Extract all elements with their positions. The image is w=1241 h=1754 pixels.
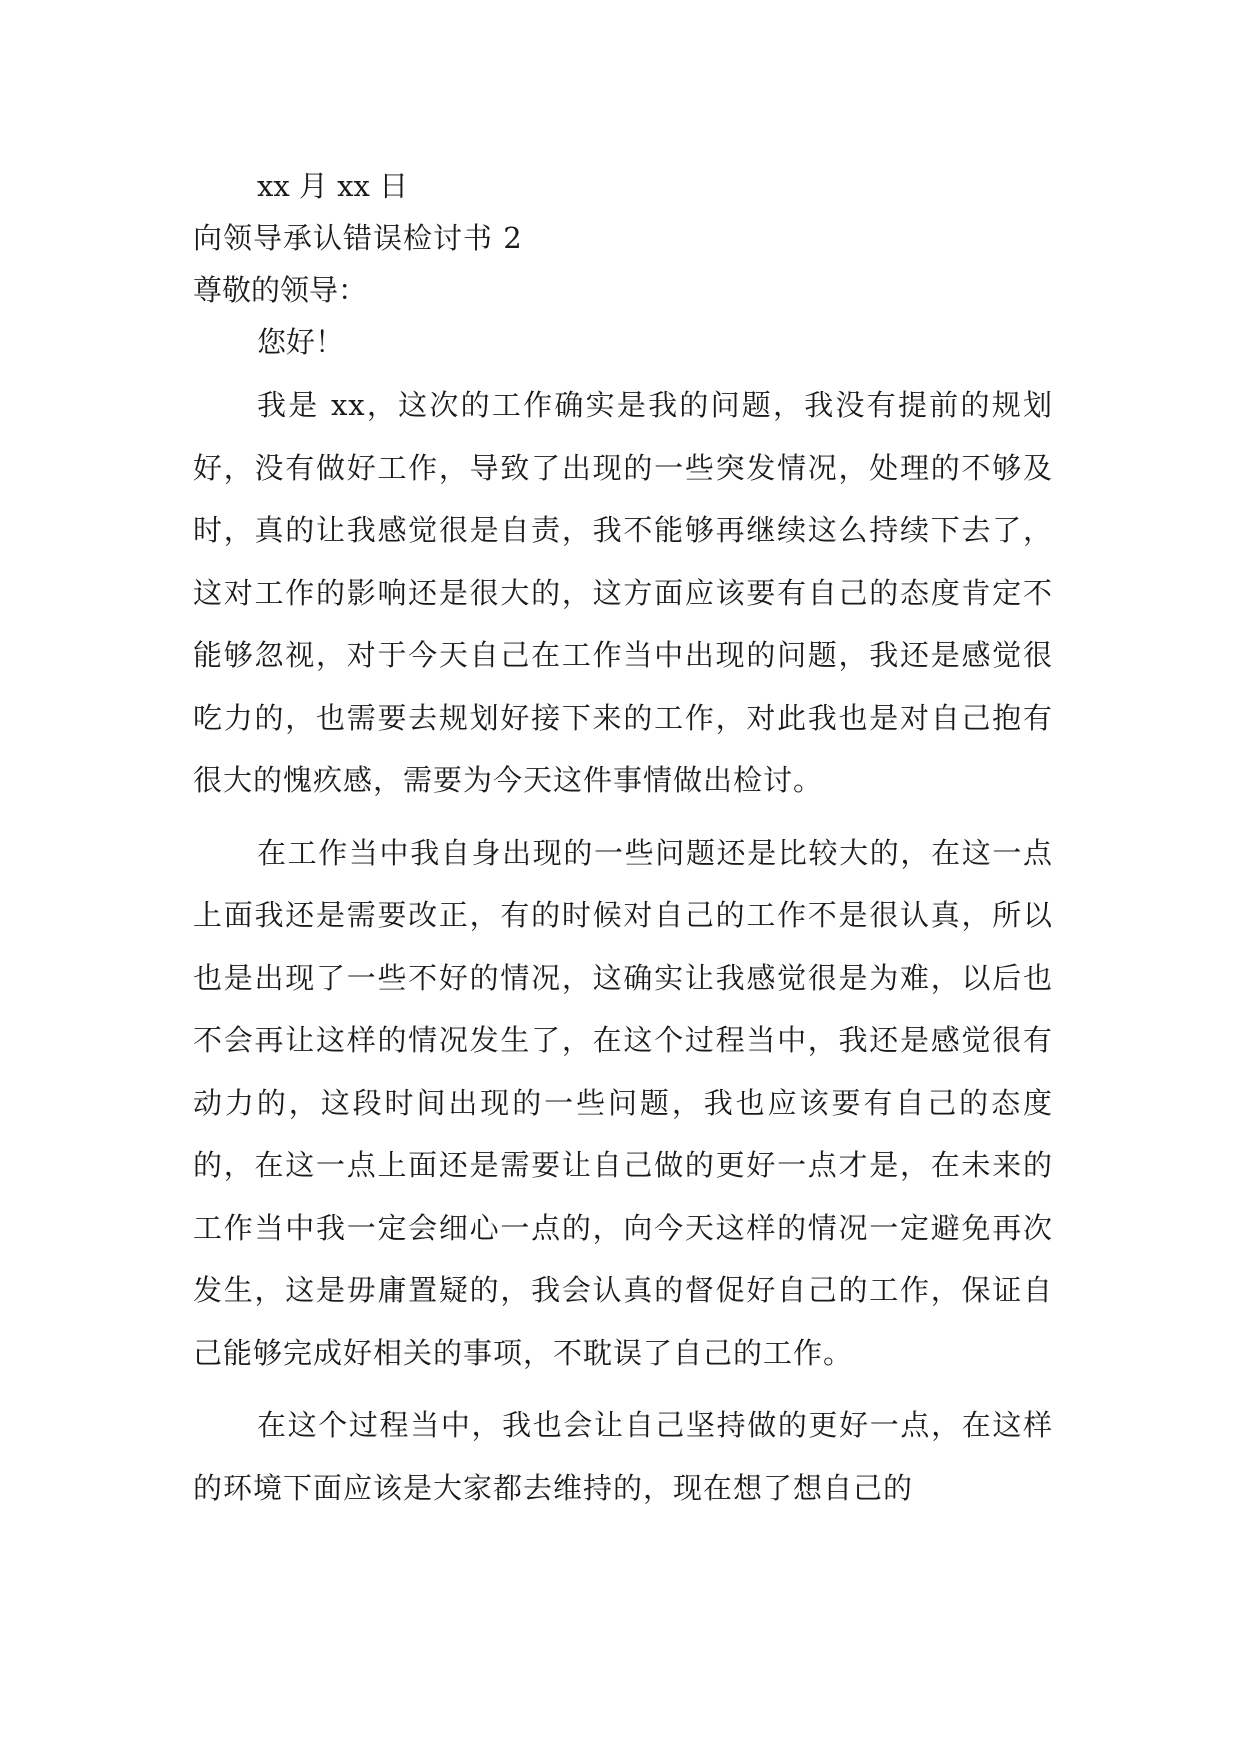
document-title: 向领导承认错误检讨书 2 — [193, 221, 523, 255]
document-page — [193, 160, 1053, 1529]
body-paragraph-2: 在工作当中我自身出现的一些问题还是比较大的，在这一点上面我还是需要改正，有的时候对自己的工作不是很认真，所以也是出现了一些不好的情况，这确实让我感觉很是为难，以后也不会再让这样的情况发生了，在这个过程当中，我还是感觉很有动力的，这段时间出现的一些问题，我也应该要有自己的态度的，在这一点上面还是需要让自己做的更好一点才是，在未来的工作当中我一定会细心一点的，向今天这样的情况一定避免再次发生，这是毋庸置疑的，我会认真的督促好自己的工作，保证自己能够完成好相关的事项，不耽误了自己的工作。 — [193, 835, 1053, 1370]
body-paragraph-1: 我是 xx，这次的工作确实是我的问题，我没有提前的规划好，没有做好工作，导致了出现的一些突发情况，处理的不够及时，真的让我感觉很是自责，我不能够再继续这么持续下去了，这对工作的影响还是很大的，这方面应该要有自己的态度肯定不能够忽视，对于今天自己在工作当中出现的问题，我还是感觉很吃力的，也需要去规划好接下来的工作，对此我也是对自己抱有很大的愧疚感，需要为今天这件事情做出检讨。 — [193, 388, 1053, 797]
date-line: xx 月 xx 日 — [257, 169, 409, 203]
salutation: 尊敬的领导： — [193, 273, 368, 307]
greeting: 您好！ — [257, 325, 345, 359]
body-paragraph-3: 在这个过程当中，我也会让自己坚持做的更好一点，在这样的环境下面应该是大家都去维持的，现在想了想自己的 — [193, 1408, 1053, 1505]
